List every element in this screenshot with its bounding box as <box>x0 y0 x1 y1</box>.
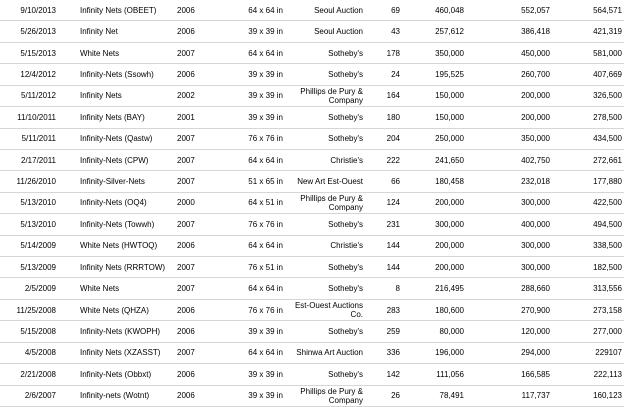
artwork-year-cell: 2000 <box>177 198 195 208</box>
table-row <box>0 150 624 171</box>
sale-date-cell: 5/13/2009 <box>20 262 56 272</box>
low-estimate-cell: 195,525 <box>435 69 464 79</box>
auction-house-text: Seoul Auction <box>314 5 363 15</box>
artwork-title-cell: Infinity Nets (BAY) <box>80 112 145 122</box>
auction-house-text: Sotheby's <box>328 134 363 144</box>
sale-price-cell: 160,123 <box>593 391 622 401</box>
auction-house-cell <box>286 107 363 127</box>
table-row <box>0 214 624 235</box>
auction-house-text: Sotheby's <box>328 48 363 58</box>
lot-number-cell: 178 <box>386 48 400 58</box>
low-estimate-cell: 200,000 <box>435 241 464 251</box>
artwork-year-cell: 2007 <box>177 177 195 187</box>
artwork-year-cell: 2006 <box>177 369 195 379</box>
auction-house-cell <box>286 236 363 256</box>
auction-house-cell <box>286 343 363 363</box>
artwork-title-cell: White Nets (QHZA) <box>80 305 149 315</box>
auction-house-cell <box>286 214 363 234</box>
sale-date-cell: 4/5/2008 <box>24 348 56 358</box>
artwork-year-cell: 2006 <box>177 27 195 37</box>
lot-number-cell: 8 <box>395 284 400 294</box>
auction-house-text: Phillips de Pury & Company <box>300 193 363 212</box>
sale-price-cell: 564,571 <box>593 5 622 15</box>
artwork-size-cell: 39 x 39 in <box>248 391 283 401</box>
high-estimate-cell: 350,000 <box>521 134 550 144</box>
table-row <box>0 343 624 364</box>
sale-date-cell: 5/14/2009 <box>20 241 56 251</box>
lot-number-cell: 204 <box>386 134 400 144</box>
sale-price-cell: 434,500 <box>593 134 622 144</box>
high-estimate-cell: 400,000 <box>521 219 550 229</box>
sale-date-cell: 2/21/2008 <box>20 369 56 379</box>
auction-house-cell <box>286 364 363 384</box>
lot-number-cell: 43 <box>391 27 400 37</box>
lot-number-cell: 180 <box>386 112 400 122</box>
lot-number-cell: 259 <box>386 327 400 337</box>
artwork-size-cell: 76 x 51 in <box>248 262 283 272</box>
artwork-year-cell: 2007 <box>177 348 195 358</box>
artwork-year-cell: 2006 <box>177 305 195 315</box>
artwork-size-cell: 64 x 64 in <box>248 348 283 358</box>
lot-number-cell: 164 <box>386 91 400 101</box>
lot-number-cell: 142 <box>386 369 400 379</box>
artwork-size-cell: 64 x 64 in <box>248 5 283 15</box>
artwork-year-cell: 2002 <box>177 91 195 101</box>
artwork-year-cell: 2007 <box>177 48 195 58</box>
auction-house-text: Shinwa Art Auction <box>296 348 363 358</box>
auction-house-cell <box>286 0 363 20</box>
table-row <box>0 0 624 21</box>
auction-house-cell <box>286 129 363 149</box>
high-estimate-cell: 300,000 <box>521 241 550 251</box>
low-estimate-cell: 80,000 <box>439 327 464 337</box>
artwork-year-cell: 2007 <box>177 284 195 294</box>
low-estimate-cell: 111,056 <box>436 369 464 379</box>
low-estimate-cell: 250,000 <box>435 134 464 144</box>
artwork-size-cell: 39 x 39 in <box>248 27 283 37</box>
artwork-title-cell: White Nets <box>80 48 120 58</box>
auction-house-text: Sotheby's <box>328 69 363 79</box>
table-row <box>0 236 624 257</box>
lot-number-cell: 144 <box>386 262 400 272</box>
auction-house-text: Christie's <box>330 155 363 165</box>
artwork-title-cell: Infinity Nets (RRRTOW) <box>80 262 166 272</box>
artwork-year-cell: 2006 <box>177 69 195 79</box>
lot-number-cell: 124 <box>386 198 400 208</box>
sale-price-cell: 338,500 <box>593 241 622 251</box>
auction-house-text: Sotheby's <box>328 327 363 337</box>
artwork-size-cell: 39 x 39 in <box>248 69 283 79</box>
artwork-size-cell: 76 x 76 in <box>248 305 283 315</box>
lot-number-cell: 231 <box>386 219 400 229</box>
artwork-title-cell: Infinity-Nets (Obbxt) <box>80 369 152 379</box>
table-row <box>0 364 624 385</box>
sale-date-cell: 9/10/2013 <box>20 5 56 15</box>
auction-house-cell <box>286 86 363 106</box>
artwork-year-cell: 2006 <box>177 391 195 401</box>
auction-house-text: Christie's <box>330 241 363 251</box>
sale-price-cell: 277,000 <box>593 327 622 337</box>
sale-date-cell: 11/25/2008 <box>16 305 56 315</box>
artwork-title-cell: Infinity-Nets (Ssowh) <box>80 69 154 79</box>
sale-date-cell: 5/26/2013 <box>20 27 56 37</box>
table-row <box>0 129 624 150</box>
sale-price-cell: 273,158 <box>593 305 622 315</box>
sale-date-cell: 5/13/2010 <box>20 219 56 229</box>
table-row <box>0 300 624 321</box>
low-estimate-cell: 196,000 <box>435 348 464 358</box>
artwork-title-cell: White Nets (HWTOQ) <box>80 241 158 251</box>
lot-number-cell: 69 <box>391 5 400 15</box>
artwork-size-cell: 39 x 39 in <box>248 369 283 379</box>
low-estimate-cell: 300,000 <box>435 219 464 229</box>
artwork-title-cell: Infinity Nets (XZASST) <box>80 348 161 358</box>
sale-price-cell: 182,500 <box>593 262 622 272</box>
low-estimate-cell: 180,600 <box>435 305 464 315</box>
high-estimate-cell: 552,057 <box>521 5 550 15</box>
sale-price-cell: 313,556 <box>593 284 622 294</box>
high-estimate-cell: 294,000 <box>521 348 550 358</box>
sale-date-cell: 11/10/2011 <box>17 112 56 122</box>
low-estimate-cell: 241,650 <box>435 155 464 165</box>
artwork-title-cell: Infinity-Nets (OQ4) <box>80 198 147 208</box>
auction-house-text: Sotheby's <box>328 369 363 379</box>
artwork-size-cell: 64 x 51 in <box>248 198 283 208</box>
artwork-title-cell: Infinity Nets (OBEET) <box>80 5 157 15</box>
auction-house-text: Sotheby's <box>328 262 363 272</box>
artwork-year-cell: 2007 <box>177 219 195 229</box>
sale-price-cell: 222,113 <box>593 369 622 379</box>
sale-price-cell: 407,669 <box>593 69 622 79</box>
high-estimate-cell: 450,000 <box>521 48 550 58</box>
table-row <box>0 107 624 128</box>
auction-house-text: Phillips de Pury & Company <box>300 86 363 105</box>
sale-date-cell: 2/17/2011 <box>21 155 56 165</box>
high-estimate-cell: 288,660 <box>521 284 550 294</box>
sale-price-cell: 581,000 <box>593 48 622 58</box>
artwork-size-cell: 51 x 65 in <box>248 177 283 187</box>
high-estimate-cell: 270,900 <box>521 305 550 315</box>
sale-date-cell: 5/15/2008 <box>20 327 56 337</box>
lot-number-cell: 26 <box>391 391 400 401</box>
low-estimate-cell: 78,491 <box>439 391 464 401</box>
artwork-title-cell: Infinity-nets (Wotnt) <box>80 391 150 401</box>
artwork-size-cell: 64 x 64 in <box>248 241 283 251</box>
sale-price-cell: 422,500 <box>593 198 622 208</box>
auction-house-cell <box>286 64 363 84</box>
artwork-size-cell: 64 x 64 in <box>248 155 283 165</box>
artwork-size-cell: 39 x 39 in <box>248 91 283 101</box>
high-estimate-cell: 260,700 <box>521 69 550 79</box>
table-row <box>0 193 624 214</box>
high-estimate-cell: 402,750 <box>521 155 550 165</box>
auction-house-cell <box>286 257 363 277</box>
low-estimate-cell: 350,000 <box>435 48 464 58</box>
artwork-year-cell: 2001 <box>177 112 195 122</box>
artwork-title-cell: Infinity Nets <box>80 91 122 101</box>
low-estimate-cell: 200,000 <box>435 198 464 208</box>
artwork-title-cell: Infinity-Silver-Nets <box>80 177 145 187</box>
table-row <box>0 64 624 85</box>
sale-date-cell: 2/6/2007 <box>24 391 56 401</box>
artwork-year-cell: 2006 <box>177 241 195 251</box>
lot-number-cell: 66 <box>391 177 400 187</box>
sale-price-cell: 272,661 <box>593 155 622 165</box>
table-row <box>0 278 624 299</box>
high-estimate-cell: 386,418 <box>521 27 550 37</box>
low-estimate-cell: 150,000 <box>435 91 464 101</box>
high-estimate-cell: 232,018 <box>521 177 550 187</box>
artwork-year-cell: 2007 <box>177 262 195 272</box>
high-estimate-cell: 166,585 <box>521 369 550 379</box>
lot-number-cell: 24 <box>391 69 400 79</box>
low-estimate-cell: 150,000 <box>435 112 464 122</box>
auction-house-text: Phillips de Pury & Company <box>300 386 363 405</box>
auction-house-cell <box>286 193 363 213</box>
artwork-year-cell: 2007 <box>177 155 195 165</box>
auction-house-cell <box>286 21 363 41</box>
low-estimate-cell: 460,048 <box>435 5 464 15</box>
table-row <box>0 21 624 42</box>
table-row <box>0 257 624 278</box>
lot-number-cell: 336 <box>386 348 400 358</box>
auction-house-cell <box>286 43 363 63</box>
auction-house-cell <box>286 321 363 341</box>
sale-date-cell: 5/11/2012 <box>21 91 56 101</box>
table-row <box>0 321 624 342</box>
auction-house-text: Sotheby's <box>328 219 363 229</box>
high-estimate-cell: 200,000 <box>521 112 550 122</box>
low-estimate-cell: 180,458 <box>435 177 464 187</box>
low-estimate-cell: 200,000 <box>435 262 464 272</box>
artwork-title-cell: Infinity-Nets (Qastw) <box>80 134 153 144</box>
auction-house-cell <box>286 278 363 298</box>
sale-date-cell: 5/13/2010 <box>20 198 56 208</box>
artwork-size-cell: 64 x 64 in <box>248 284 283 294</box>
sale-date-cell: 2/5/2009 <box>24 284 56 294</box>
sale-date-cell: 5/11/2011 <box>21 134 56 144</box>
low-estimate-cell: 216,495 <box>435 284 464 294</box>
artwork-title-cell: Infinity-Nets (Towwh) <box>80 219 155 229</box>
artwork-title-cell: White Nets <box>80 284 120 294</box>
artwork-year-cell: 2007 <box>177 134 195 144</box>
high-estimate-cell: 200,000 <box>521 91 550 101</box>
sale-price-cell: 177,880 <box>593 177 622 187</box>
auction-house-cell <box>286 300 363 320</box>
sale-price-cell: 494,500 <box>593 219 622 229</box>
artwork-size-cell: 76 x 76 in <box>248 219 283 229</box>
sale-date-cell: 5/15/2013 <box>20 48 56 58</box>
sale-price-cell: 326,500 <box>593 91 622 101</box>
auction-house-text: Seoul Auction <box>314 27 363 37</box>
sale-price-cell: 421,319 <box>593 27 622 37</box>
lot-number-cell: 222 <box>386 155 400 165</box>
table-row <box>0 171 624 192</box>
sale-price-cell: 278,500 <box>593 112 622 122</box>
artwork-title-cell: Infinity-Nets (CPW) <box>80 155 149 165</box>
sale-date-cell: 12/4/2012 <box>20 69 56 79</box>
sale-date-cell: 11/26/2010 <box>16 177 56 187</box>
table-row <box>0 43 624 64</box>
auction-house-text: Est-Ouest Auctions Co. <box>294 301 363 320</box>
lot-number-cell: 144 <box>386 241 400 251</box>
auction-house-cell <box>286 386 363 406</box>
auction-house-text: New Art Est-Ouest <box>297 177 363 187</box>
artwork-size-cell: 39 x 39 in <box>248 327 283 337</box>
high-estimate-cell: 300,000 <box>521 198 550 208</box>
artwork-title-cell: Infinity-Nets (KWOPH) <box>80 327 161 337</box>
high-estimate-cell: 300,000 <box>521 262 550 272</box>
low-estimate-cell: 257,612 <box>435 27 464 37</box>
artwork-title-cell: Infinity Net <box>80 27 118 37</box>
high-estimate-cell: 117,737 <box>521 391 550 401</box>
sale-price-cell: 229107 <box>595 348 622 358</box>
auction-house-cell <box>286 171 363 191</box>
artwork-size-cell: 64 x 64 in <box>248 48 283 58</box>
auction-house-text: Sotheby's <box>328 284 363 294</box>
artwork-size-cell: 39 x 39 in <box>248 112 283 122</box>
artwork-year-cell: 2006 <box>177 327 195 337</box>
high-estimate-cell: 120,000 <box>521 327 550 337</box>
artwork-year-cell: 2006 <box>177 5 195 15</box>
auction-house-text: Sotheby's <box>328 112 363 122</box>
artwork-size-cell: 76 x 76 in <box>248 134 283 144</box>
auction-house-cell <box>286 150 363 170</box>
table-row <box>0 86 624 107</box>
table-row <box>0 386 624 407</box>
lot-number-cell: 283 <box>386 305 400 315</box>
